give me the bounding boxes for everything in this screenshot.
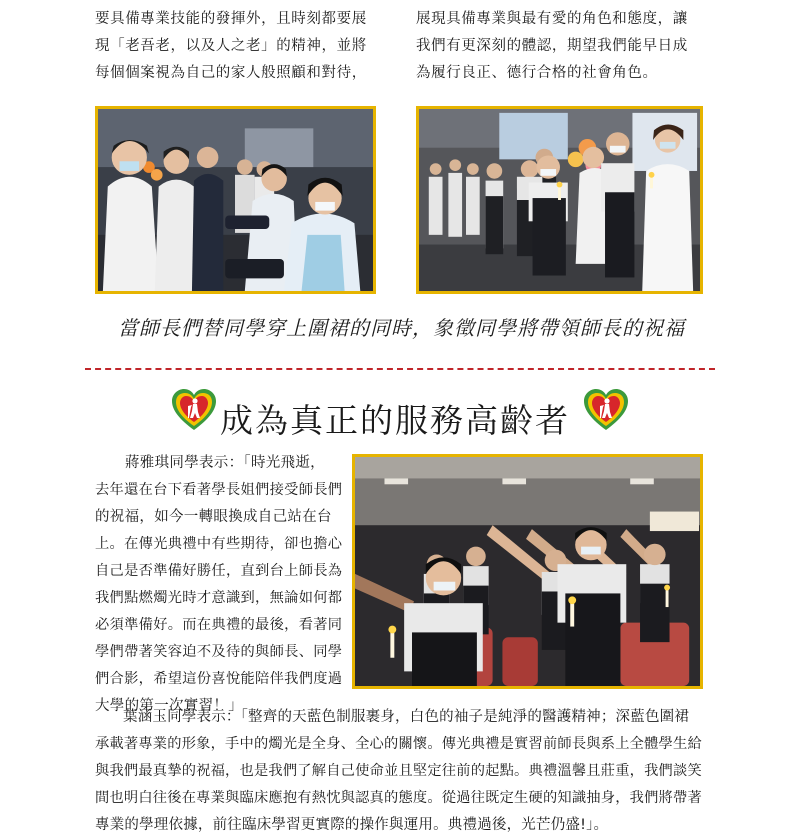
text-line: 蔣雅琪同學表示：「時光飛逝， <box>125 455 325 471</box>
heart-elderly-icon <box>171 388 217 432</box>
text-line: 每個個案視為自己的家人般照顧和對待， <box>95 65 367 81</box>
text-line: 們合影，希望這份喜悅能陪伴我們度過 <box>95 671 343 687</box>
text-line: 的祝福，如今一轉眼換成自己站在台 <box>95 509 332 525</box>
text-line: 我們有更深刻的體認，期望我們能早日成 <box>416 38 688 54</box>
text-line: 專業的學理依據，前往臨床學習更實際的操作與運用。典禮過後，光芒仍盛!」。 <box>95 817 609 833</box>
text-line: 去年還在台下看著學長姐們接受師長們 <box>95 482 343 498</box>
ceremony-photo-candles <box>416 106 703 294</box>
text-line: 學們帶著笑容迫不及待的與師長、同學 <box>95 644 343 660</box>
photo-caption: 當師長們替同學穿上圍裙的同時，象徵同學將帶領師長的祝福 <box>118 316 685 340</box>
text-line: 與我們最真摯的祝福，也是我們了解自己使命並且堅定往前的起點。典禮溫馨且莊重，我們談笑 <box>95 763 702 779</box>
text-line: 為履行良正、德行合格的社會角色。 <box>416 65 658 81</box>
student2-paragraph <box>95 704 707 839</box>
text-line: 展現具備專業與最有愛的角色和態度，讓 <box>416 11 688 27</box>
student1-paragraph <box>95 450 345 720</box>
section-title: 成為真正的服務高齡者 <box>220 401 570 440</box>
intro-left-paragraph <box>95 6 395 87</box>
text-line: 承載著專業的形象，手中的燭光是全身、全心的關懷。傳光典禮是實習前師長與系上全體學生給 <box>95 736 702 752</box>
text-line: 葉涵玉同學表示：「整齊的天藍色制服裹身，白色的袖子是純淨的醫護精神；深藍色圍裙 <box>123 709 690 725</box>
text-line: 要具備專業技能的發揮外，且時刻都要展 <box>95 11 367 27</box>
text-line: 必須準備好。而在典禮的最後，看著同 <box>95 617 343 633</box>
heart-elderly-icon <box>583 388 629 432</box>
text-line: 我們點燃燭光時才意識到，無論如何都 <box>95 590 343 606</box>
text-line: 自己是否準備好勝任，直到台上師長為 <box>95 563 343 579</box>
text-line: 上。在傳光典禮中有些期待，卻也擔心 <box>95 536 343 552</box>
ceremony-photo-apron <box>95 106 376 294</box>
text-line: 間也明白往後在專業與臨床應抱有熱忱與認真的態度。從過往既定生硬的知識抽身，我們將帶著 <box>95 790 702 806</box>
text-line: 現「老吾老，以及人之老」的精神，並將 <box>95 38 367 54</box>
candle-oath-photo <box>352 454 703 689</box>
text-line: 大學的第一次實習！」 <box>95 698 243 714</box>
intro-right-paragraph <box>416 6 716 87</box>
section-divider <box>85 368 715 370</box>
